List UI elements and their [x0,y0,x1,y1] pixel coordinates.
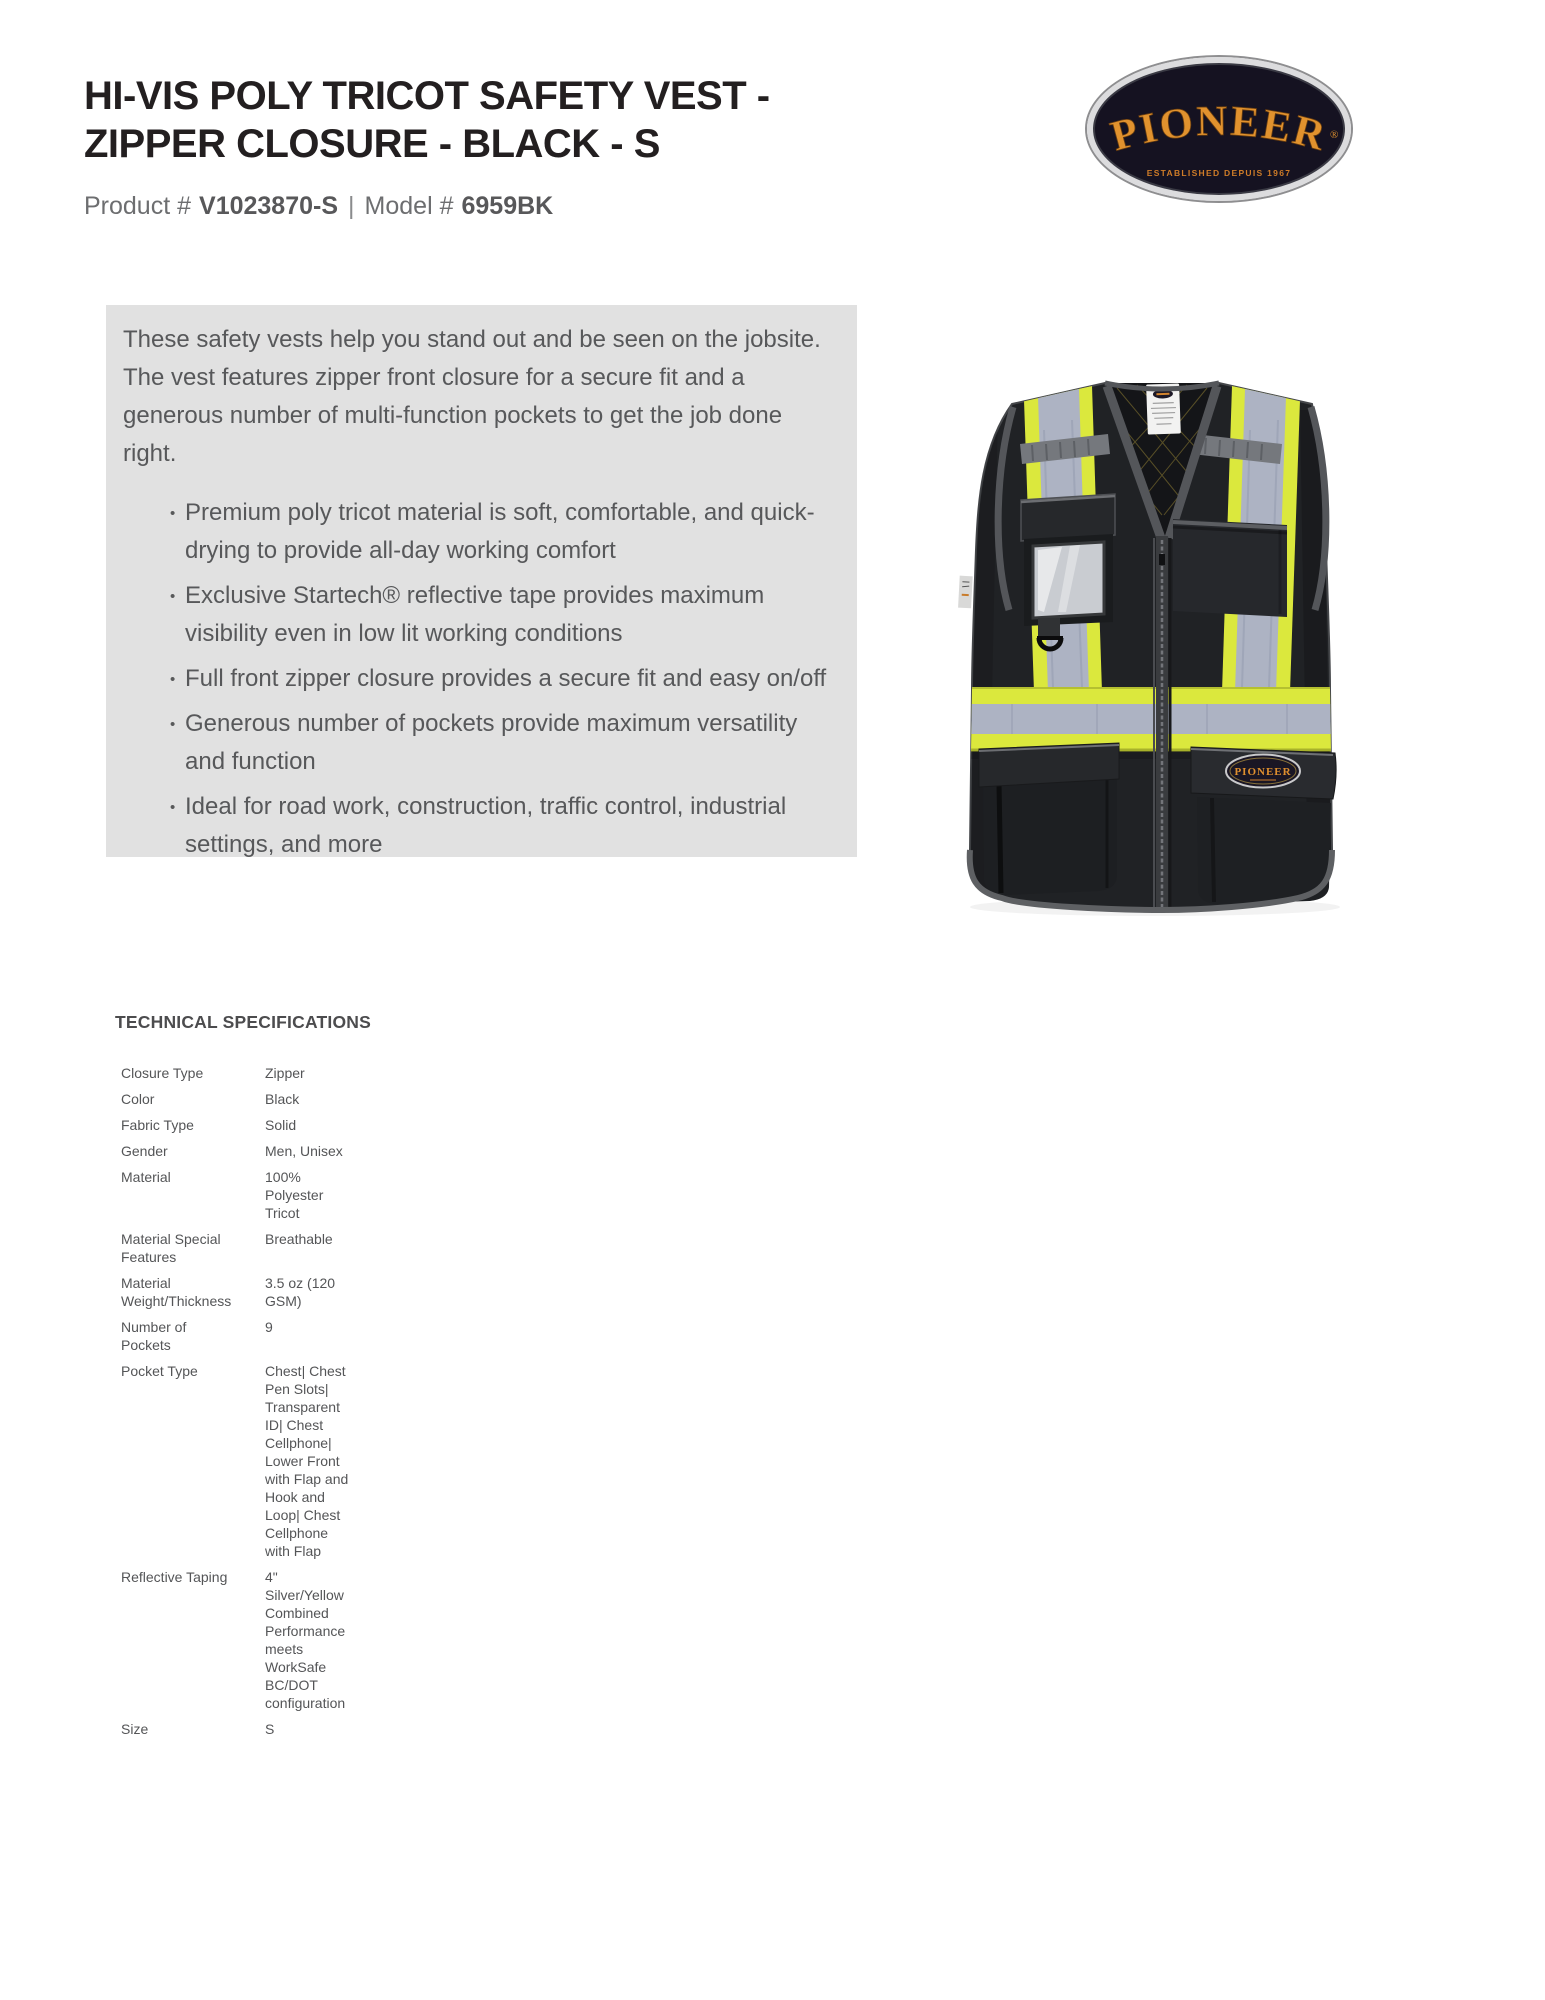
spec-label: Reflective Taping [121,1569,228,1585]
spec-value: S [265,1721,275,1737]
product-meta [84,192,553,221]
pioneer-logo-icon [1083,54,1355,204]
spec-label: Closure Type [121,1065,204,1081]
spec-value: 4" Silver/Yellow Combined Performance meets WorkSafe BC/DOT configuration [265,1569,346,1711]
spec-label: Material Weight/Thickness [121,1275,232,1309]
spec-row [121,1274,371,1310]
spec-label: Number of Pockets [121,1319,187,1353]
spec-value: Zipper [265,1065,305,1081]
model-number-label: Model # [364,192,454,220]
spec-label: Material Special Features [121,1231,221,1265]
specs-heading: TECHNICAL SPECIFICATIONS [115,1012,371,1032]
pocket-brand-patch [1226,755,1300,788]
spec-label: Fabric Type [121,1117,194,1133]
front-zipper [1154,536,1170,910]
feature-item: • Ideal for road work, construction, traffic control, industrial settings, and more [170,788,843,864]
technical-specifications [115,1012,371,1746]
spec-row [121,1090,371,1108]
page-title-line-2: ZIPPER CLOSURE - BLACK - S [84,122,660,166]
spec-row [121,1116,371,1134]
pocket-patch-text: PIONEER [1234,766,1292,778]
product-photo [862,350,1440,923]
spec-label: Material [121,1169,171,1185]
safety-vest-illustration [862,350,1440,923]
brand-name: PIONEER [1105,97,1332,161]
spec-label: Gender [121,1143,168,1159]
description-panel [106,305,857,857]
cargo-pocket-right [1191,747,1336,904]
page-title-line-1: HI-VIS POLY TRICOT SAFETY VEST - [84,74,770,118]
spec-row [121,1168,371,1222]
page-title [84,72,770,168]
id-window-pocket [1021,494,1115,626]
cargo-pocket-left [979,743,1119,895]
spec-label: Size [121,1721,149,1737]
registered-mark: ® [1330,129,1339,141]
product-number-label: Product # [84,192,192,220]
feature-item: • Premium poly tricot material is soft, comfortable, and quick-drying to provide all-day working comfort [170,494,843,570]
brand-tagline: ESTABLISHED DEPUIS 1967 [1146,168,1292,178]
spec-value: Chest| Chest Pen Slots| Transparent ID| Chest Cellphone| Lower Front with Flap and Hook and Loop| Chest Cellphone with Flap [265,1363,349,1559]
spec-value: 3.5 oz (120 GSM) [265,1275,336,1309]
feature-item: • Generous number of pockets provide maximum versatility and function [170,705,843,781]
spec-row [121,1318,371,1354]
feature-item: • Exclusive Startech® reflective tape provides maximum visibility even in low lit working conditions [170,577,843,653]
description-intro: These safety vests help you stand out and be seen on the jobsite. The vest features zipper front closure for a secure fit and a generous number of multi-function pockets to get the job done right. [123,326,821,467]
spec-label: Color [121,1091,155,1107]
feature-item: • Full front zipper closure provides a secure fit and easy on/off [170,660,843,698]
feature-list [123,494,840,864]
spec-value: Men, Unisex [265,1143,343,1159]
spec-row [121,1720,371,1738]
spec-row [121,1230,371,1266]
spec-value: Solid [265,1117,297,1133]
side-tag [958,576,973,609]
spec-value: Black [265,1091,300,1107]
spec-value: 100% Polyester Tricot [265,1169,324,1221]
meta-separator: | [348,192,355,220]
spec-value: Breathable [265,1231,333,1247]
chest-slip-pocket [1173,519,1287,617]
spec-row [121,1568,371,1712]
spec-row [121,1064,371,1082]
model-number: 6959BK [461,192,554,220]
spec-label: Pocket Type [121,1363,198,1379]
spec-row [121,1362,371,1560]
product-number: V1023870-S [199,192,339,220]
spec-row [121,1142,371,1160]
spec-value: 9 [265,1319,273,1335]
brand-logo [1083,54,1355,204]
